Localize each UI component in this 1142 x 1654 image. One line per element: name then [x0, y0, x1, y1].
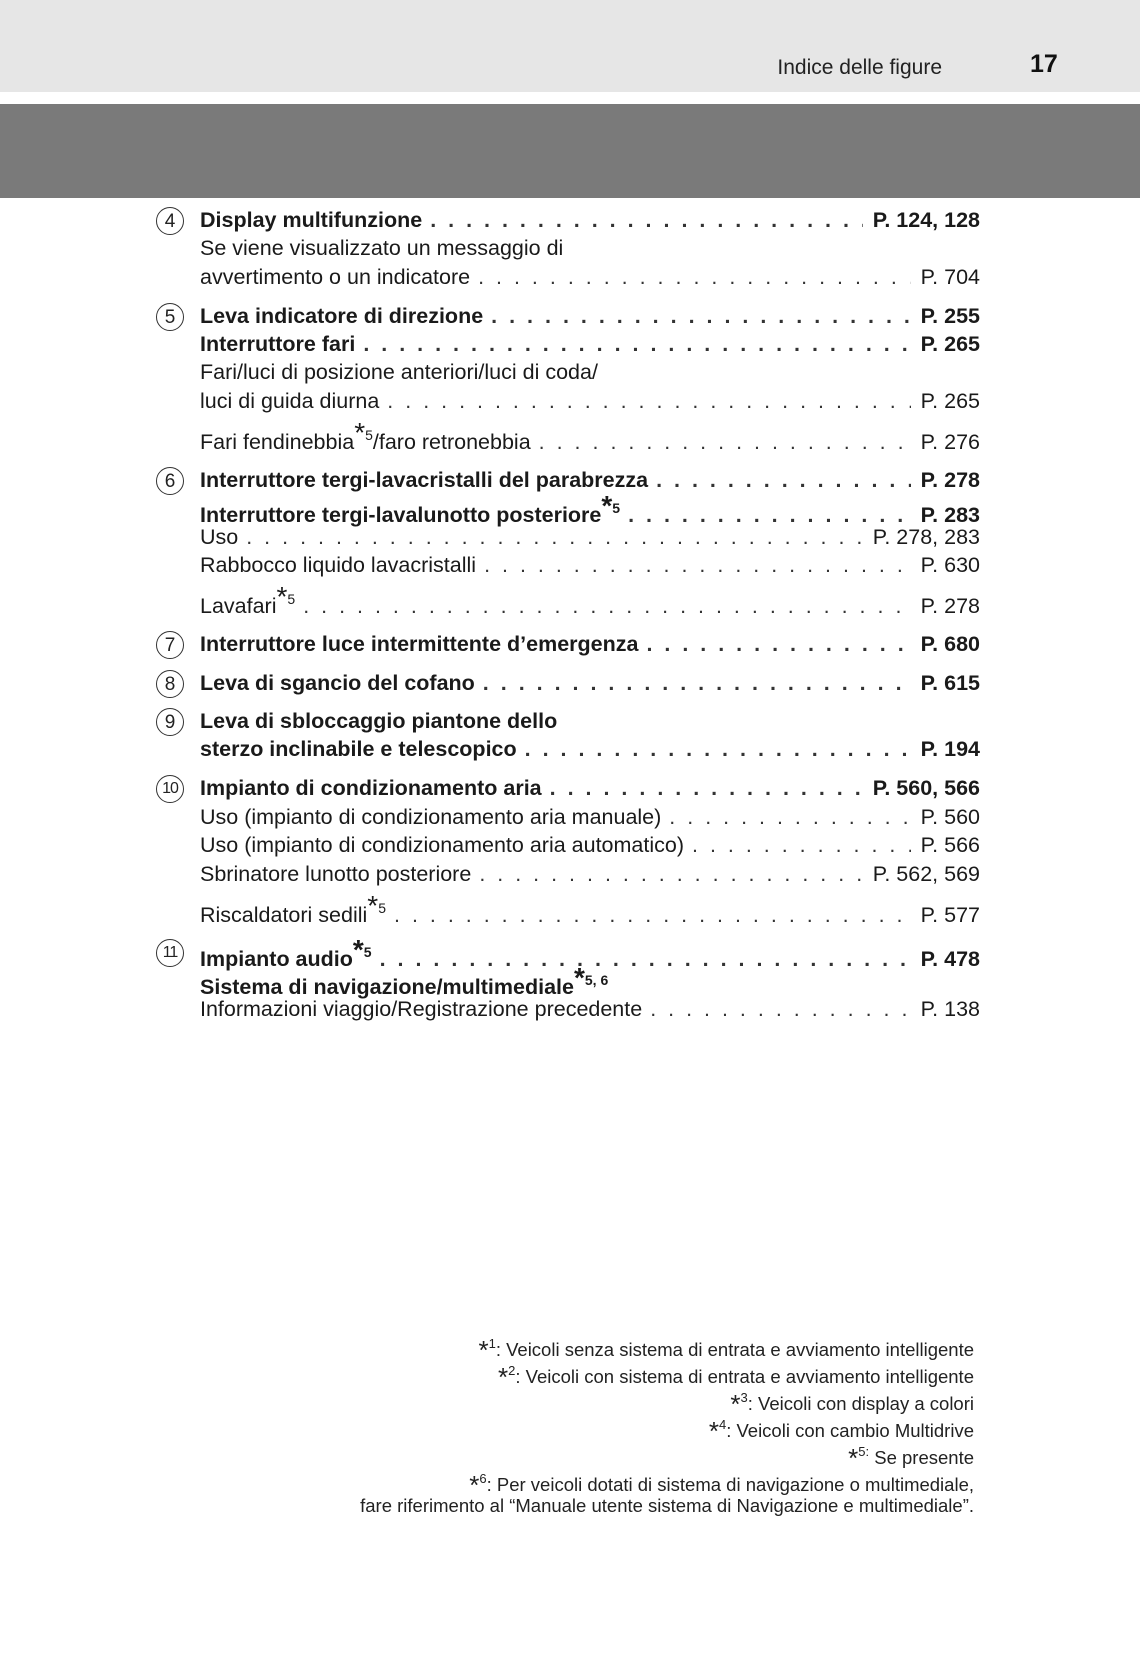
footnote-text: fare riferimento al “Manuale utente sistema di Navigazione e multimediale”.	[360, 1495, 974, 1516]
dot-leader	[491, 302, 910, 330]
item-number-badge: 5	[156, 303, 184, 331]
footnote-text: : Veicoli senza sistema di entrata e avviamento intelligente	[495, 1339, 974, 1360]
index-entry	[200, 263, 980, 291]
entry-label: avvertimento o un indicatore	[200, 265, 471, 289]
asterisk-icon: *	[354, 417, 366, 448]
section-banner	[0, 104, 1142, 198]
entry-label: luci di guida diurna	[200, 389, 380, 413]
entry-label: Riscaldatori sedili$^{*5}$	[200, 890, 386, 927]
asterisk-icon: *	[352, 934, 364, 965]
header-divider	[0, 92, 1142, 104]
footnote-line	[214, 1330, 974, 1365]
entry-label: Impianto audio$^{*5}$	[200, 934, 372, 971]
entry-label: Interruttore fari	[200, 332, 356, 356]
header-band	[0, 0, 1142, 92]
index-entry	[200, 234, 980, 262]
dot-leader	[669, 803, 910, 831]
dot-leader	[394, 901, 911, 929]
page-reference: P. 560, 566	[872, 776, 980, 800]
page-reference: P. 138	[920, 997, 980, 1021]
page-reference: P. 276	[920, 430, 980, 454]
asterisk-icon: *	[367, 890, 379, 921]
index-entry	[200, 302, 980, 330]
footnote-text: : Veicoli con display a colori	[747, 1393, 974, 1414]
footnote-line	[214, 1438, 974, 1473]
index-entry	[200, 330, 980, 358]
asterisk-icon: *	[848, 1443, 859, 1473]
index-entry	[200, 735, 980, 763]
page-reference: P. 278, 283	[872, 525, 980, 549]
entry-label: Se viene visualizzato un messaggio di	[200, 236, 564, 260]
footnote-number: 2	[508, 1363, 516, 1378]
entry-label: Lavafari$^{*5}$	[200, 581, 296, 618]
entry-label: Uso	[200, 525, 239, 549]
asterisk-icon: *	[573, 962, 585, 993]
entry-label: Leva di sgancio del cofano	[200, 671, 475, 695]
asterisk-icon: *	[276, 581, 288, 612]
entry-label: Leva indicatore di direzione	[200, 304, 484, 328]
index-entry	[200, 581, 980, 620]
index-entry	[200, 707, 980, 735]
dot-leader	[550, 774, 863, 802]
entry-label: Leva di sbloccaggio piantone dello	[200, 709, 558, 733]
footnote-ref: *5	[601, 490, 621, 521]
page-reference: P. 615	[920, 671, 980, 695]
index-entry	[200, 387, 980, 415]
page-reference: P. 124, 128	[872, 208, 980, 232]
page-reference: P. 194	[920, 737, 980, 761]
page-reference: P. 577	[920, 903, 980, 927]
page-reference: P. 278	[920, 594, 980, 618]
page-reference: P. 478	[920, 947, 980, 971]
footnote-ref: *5, 6	[573, 962, 609, 993]
page-reference: P. 283	[920, 503, 980, 527]
entry-label: Impianto di condizionamento aria	[200, 776, 542, 800]
index-entry	[200, 417, 980, 456]
entry-label: Interruttore tergi-lavalunotto posteriore$^{*5}$	[200, 490, 621, 527]
entry-label: Informazioni viaggio/Registrazione precedente	[200, 997, 643, 1021]
page-reference: P. 566	[920, 833, 980, 857]
index-entry	[200, 774, 980, 802]
footnote-ref: *5	[276, 581, 296, 612]
index-entry	[200, 803, 980, 831]
asterisk-icon: *	[469, 1470, 480, 1500]
footnote-number: 5:	[858, 1444, 870, 1459]
item-number-badge: 11	[156, 939, 184, 967]
page-reference: P. 278	[920, 468, 980, 492]
entry-label: Rabbocco liquido lavacristalli	[200, 553, 477, 577]
index-entry	[200, 358, 980, 386]
footnote-ref: *5	[354, 417, 373, 448]
page-reference: P. 560	[920, 805, 980, 829]
entry-label: Uso (impianto di condizionamento aria automatico)	[200, 833, 684, 857]
dot-leader	[692, 831, 911, 859]
footnote-line	[214, 1384, 974, 1419]
asterisk-icon: *	[497, 1362, 509, 1392]
asterisk-icon: *	[708, 1416, 719, 1446]
index-entry	[200, 551, 980, 579]
dot-leader	[430, 206, 863, 234]
footnote-text: : Veicoli con cambio Multidrive	[726, 1420, 974, 1441]
entry-label: Interruttore tergi-lavacristalli del parabrezza	[200, 468, 649, 492]
index-entry	[200, 466, 980, 494]
entry-label: Sbrinatore lunotto posteriore	[200, 862, 472, 886]
page-reference: P. 680	[920, 632, 980, 656]
dot-leader	[478, 263, 911, 291]
item-number-badge: 9	[156, 708, 184, 736]
footnote-number: 1	[488, 1336, 496, 1351]
page-number: 17	[1030, 50, 1058, 78]
asterisk-icon: *	[601, 490, 613, 521]
entry-label: Sistema di navigazione/multimediale$^{*5, 6}$	[200, 962, 609, 999]
entry-label: Display multifunzione	[200, 208, 423, 232]
page-reference: P. 704	[920, 265, 980, 289]
footnote-ref: *5	[352, 934, 372, 965]
page-reference: P. 255	[920, 304, 980, 328]
footnote-text: : Per veicoli dotati di sistema di navigazione o multimediale,	[486, 1474, 974, 1495]
section-title: Indice delle figure	[777, 56, 942, 79]
index-entry	[200, 995, 980, 1023]
footnote-text: : Veicoli con sistema di entrata e avviamento intelligente	[515, 1366, 974, 1387]
dot-leader	[525, 735, 911, 763]
asterisk-icon: *	[478, 1335, 489, 1365]
dot-leader	[484, 551, 911, 579]
footnote-number: 3	[740, 1390, 748, 1405]
dot-leader	[387, 387, 910, 415]
dot-leader	[363, 330, 910, 358]
item-number-badge: 7	[156, 631, 184, 659]
index-entry	[200, 890, 980, 929]
dot-leader	[656, 466, 911, 494]
item-number-badge: 6	[156, 467, 184, 495]
footnote-line	[214, 1411, 974, 1446]
index-entry	[200, 669, 980, 697]
footnote-number: 4	[718, 1417, 727, 1432]
footnote-line	[214, 1357, 974, 1392]
entry-label: Fari/luci di posizione anteriori/luci di coda/	[200, 360, 598, 384]
dot-leader	[303, 592, 910, 620]
footnote-number: 6	[479, 1471, 487, 1486]
asterisk-icon: *	[730, 1389, 741, 1419]
item-number-badge: 10	[156, 775, 184, 803]
footnote-line	[214, 1465, 974, 1500]
page-reference: P. 562, 569	[872, 862, 980, 886]
index-entry	[200, 630, 980, 658]
page-reference: P. 265	[920, 332, 980, 356]
item-number-badge: 8	[156, 670, 184, 698]
footnote-ref: *5	[367, 890, 386, 921]
footnote-text: Se presente	[869, 1447, 974, 1468]
dot-leader	[650, 995, 910, 1023]
entry-label: Uso (impianto di condizionamento aria manuale)	[200, 805, 662, 829]
index-entry	[200, 206, 980, 234]
entry-label: sterzo inclinabile e telescopico	[200, 737, 517, 761]
footnote-line	[214, 1492, 974, 1519]
item-number-badge: 4	[156, 207, 184, 235]
footnotes	[214, 1330, 974, 1519]
dot-leader	[646, 630, 910, 658]
dot-leader	[246, 523, 863, 551]
index-entry	[200, 831, 980, 859]
page-reference: P. 265	[920, 389, 980, 413]
page-reference: P. 630	[920, 553, 980, 577]
dot-leader	[483, 669, 911, 697]
entry-label: Interruttore luce intermittente d’emergenza	[200, 632, 639, 656]
index-entry	[200, 860, 980, 888]
dot-leader	[479, 860, 862, 888]
entry-label: Fari fendinebbia$^{*5}$/faro retronebbia	[200, 417, 531, 454]
dot-leader	[539, 428, 911, 456]
index-entry	[200, 523, 980, 551]
